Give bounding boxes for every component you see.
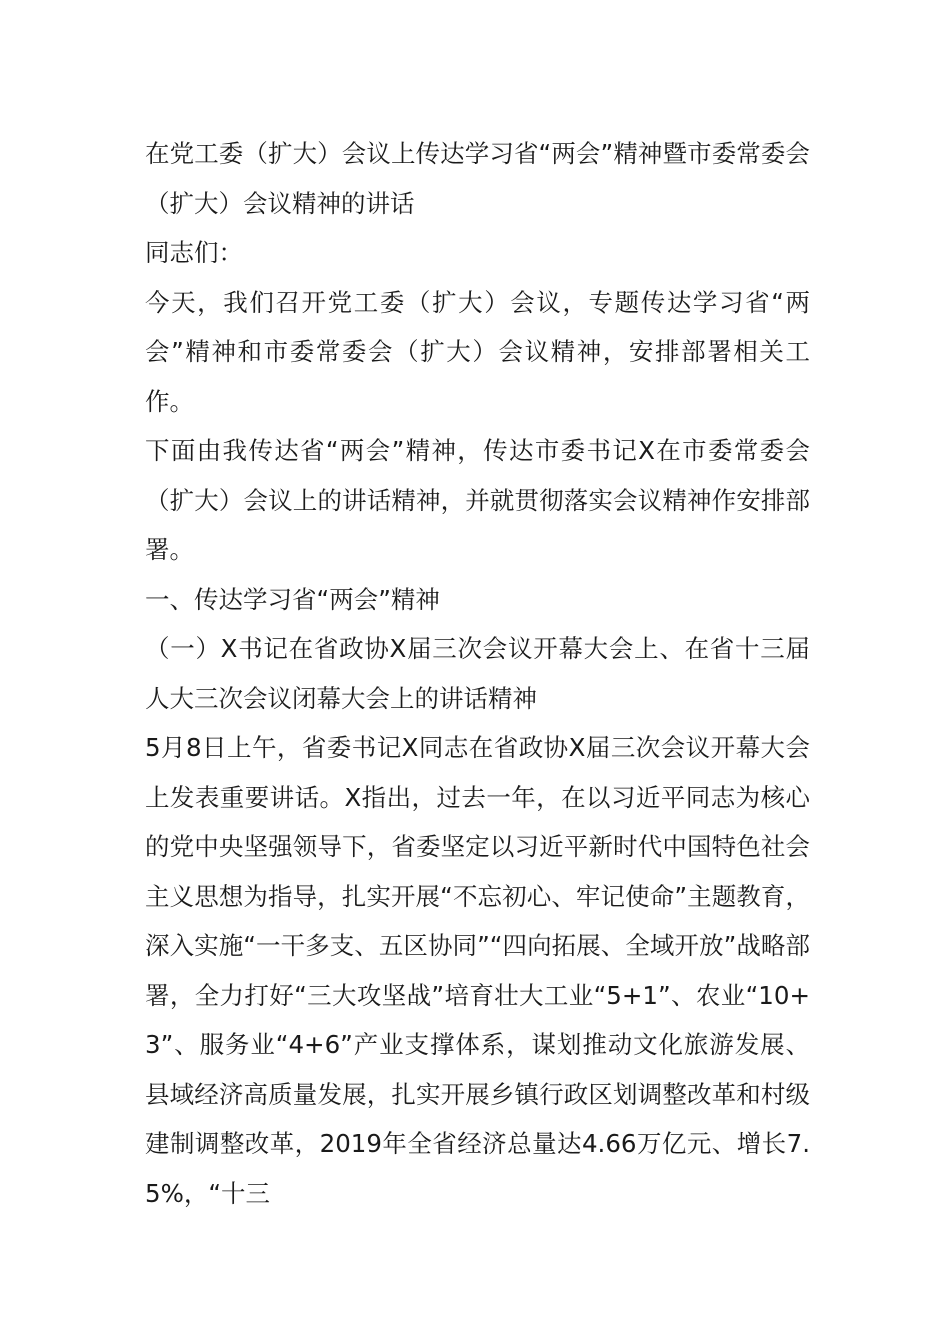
document-body	[145, 129, 810, 1218]
document-title: 在党工委（扩大）会议上传达学习省“两会”精神暨市委常委会（扩大）会议精神的讲话	[145, 139, 810, 218]
subsection-heading-1: （一）X书记在省政协X届三次会议开幕大会上、在省十三届人大三次会议闭幕大会上的讲话精神	[145, 634, 810, 713]
salutation: 同志们：	[145, 238, 243, 267]
paragraph-speech-summary: 5月8日上午，省委书记X同志在省政协X届三次会议开幕大会上发表重要讲话。X指出，过去一年，在以习近平同志为核心的党中央坚强领导下，省委坚定以习近平新时代中国特色社会主义思想为指导，扎实开展“不忘初心、牢记使命”主题教育，深入实施“一干多支、五区协同”“四向拓展、全域开放”战略部署，全力打好“三大攻坚战”培育壮大工业“5+1”、农业“10+3”、服务业“4+6”产业支撑体系，谋划推动文化旅游发展、县域经济高质量发展，扎实开展乡镇行政区划调整改革和村级建制调整改革，2019年全省经济总量达4.66万亿元、增长7.5%，“十三	[145, 733, 810, 1208]
paragraph-agenda: 下面由我传达省“两会”精神，传达市委书记X在市委常委会（扩大）会议上的讲话精神，并就贯彻落实会议精神作安排部署。	[145, 436, 810, 564]
section-heading-1: 一、传达学习省“两会”精神	[145, 584, 440, 614]
paragraph-intro: 今天，我们召开党工委（扩大）会议，专题传达学习省“两会”精神和市委常委会（扩大）会议精神，安排部署相关工作。	[145, 287, 810, 416]
